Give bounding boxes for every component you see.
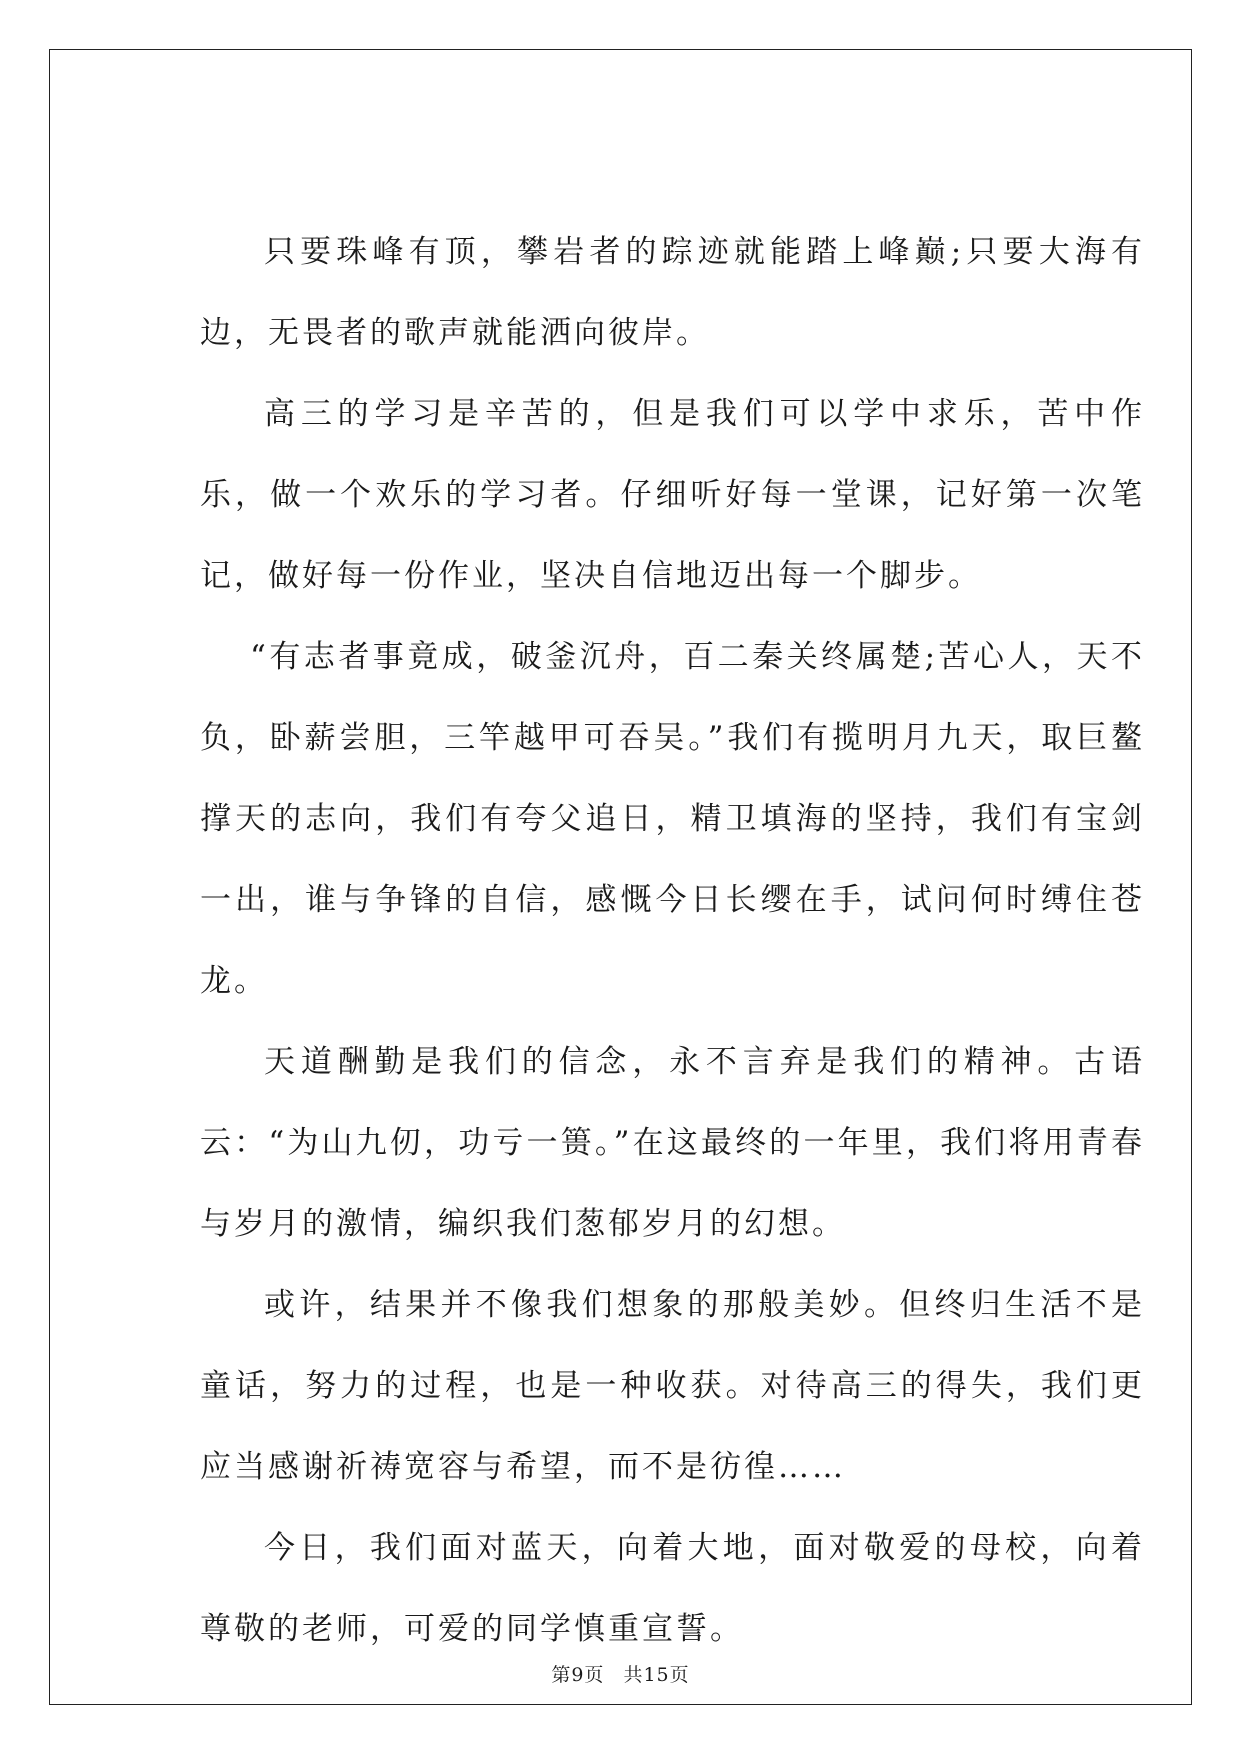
page-footer — [50, 1660, 1191, 1687]
total-pages: 共15页 — [623, 1664, 690, 1686]
paragraph-4: 天道酬勤是我们的信念，永不言弃是我们的精神。古语云：“为山九仞，功亏一篑。”在这最终的一年里，我们将用青春与岁月的激情，编织我们葱郁岁月的幻想。 — [200, 1044, 1145, 1242]
page-border — [49, 49, 1192, 1705]
paragraph-5: 或许，结果并不像我们想象的那般美妙。但终归生活不是童话，努力的过程，也是一种收获。对待高三的得失，我们更应当感谢祈祷宽容与希望，而不是彷徨…… — [200, 1287, 1145, 1485]
paragraph-3: “有志者事竟成，破釜沉舟，百二秦关终属楚;苦心人，天不负，卧薪尝胆，三竿越甲可吞吴。”我们有揽明月九天，取巨鳌撑天的志向，我们有夸父追日，精卫填海的坚持，我们有宝剑一出，谁与争锋的自信，感慨今日长缨在手，试问何时缚住苍龙。 — [200, 639, 1145, 999]
page-number: 第9页 — [551, 1664, 605, 1686]
paragraph-1: 只要珠峰有顶，攀岩者的踪迹就能踏上峰巅;只要大海有边，无畏者的歌声就能洒向彼岸。 — [200, 234, 1145, 351]
paragraph-2: 高三的学习是辛苦的，但是我们可以学中求乐，苦中作乐，做一个欢乐的学习者。仔细听好每一堂课，记好第一次笔记，做好每一份作业，坚决自信地迈出每一个脚步。 — [200, 396, 1145, 594]
document-body — [200, 212, 1145, 1670]
paragraph-6: 今日，我们面对蓝天，向着大地，面对敬爱的母校，向着尊敬的老师，可爱的同学慎重宣誓。 — [200, 1530, 1145, 1647]
